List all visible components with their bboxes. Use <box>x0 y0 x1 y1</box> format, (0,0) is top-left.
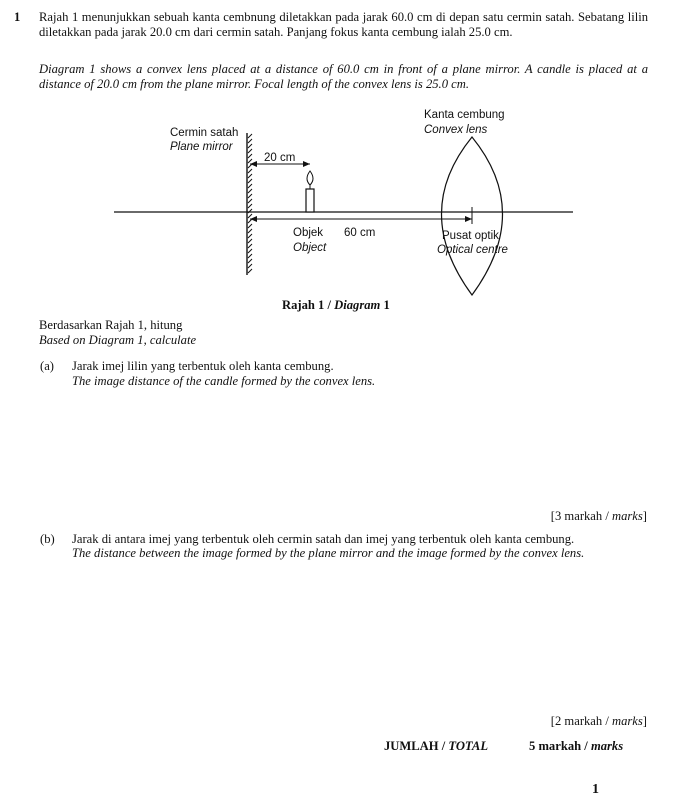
label-object-english: Object <box>293 242 327 254</box>
label-plane-mirror-malay: Cermin satah <box>170 127 239 139</box>
part-a-marks: [3 markah / marks] <box>550 509 647 523</box>
label-plane-mirror-english: Plane mirror <box>170 141 233 153</box>
part-b-question-malay: Jarak di antara imej yang terbentuk oleh cermin satah dan imej yang terbentuk oleh kanta cembung. <box>72 532 575 546</box>
total-marks: 5 markah / marks <box>529 739 624 753</box>
label-object-malay: Objek <box>293 227 324 239</box>
label-60cm: 60 cm <box>344 227 376 239</box>
label-20cm: 20 cm <box>264 152 296 164</box>
candle-flame-icon <box>307 171 313 185</box>
mirror-hatching <box>248 134 252 273</box>
diagram-caption: Rajah 1 / Diagram 1 <box>282 298 390 312</box>
part-a-question-english: The image distance of the candle formed by the convex lens. <box>72 374 376 388</box>
question-intro-english: Diagram 1 shows a convex lens placed at a distance of 60.0 cm in front of a plane mirror. A candle is placed at a distance of 20.0 cm from the plane mirror. Focal length of the convex lens is 25.0 cm. <box>39 62 648 91</box>
instruction-malay: Berdasarkan Rajah 1, hitung <box>39 318 183 332</box>
part-a-question-malay: Jarak imej lilin yang terbentuk oleh kanta cembung. <box>72 359 334 373</box>
lens-mirror-diagram <box>100 105 580 300</box>
label-optical-centre-malay: Pusat optik <box>442 230 499 242</box>
total-label: JUMLAH / TOTAL <box>384 739 489 753</box>
part-b-question-english: The distance between the image formed by the plane mirror and the image formed by the convex lens. <box>72 546 585 560</box>
candle <box>306 189 314 212</box>
label-convex-lens-english: Convex lens <box>424 124 488 136</box>
part-a-label: (a) <box>40 359 54 373</box>
part-b-label: (b) <box>40 532 55 546</box>
question-intro-malay: Rajah 1 menunjukkan sebuah kanta cembnung diletakkan pada jarak 60.0 cm di depan satu cermin satah. Sebatang lilin diletakkan pada jarak 20.0 cm dari cermin satah. Panjang fokus kanta cembung ialah 25.0 cm. <box>39 10 648 39</box>
instruction-english: Based on Diagram 1, calculate <box>39 333 197 347</box>
label-convex-lens-malay: Kanta cembung <box>424 109 505 121</box>
part-b-marks: [2 markah / marks] <box>550 714 647 728</box>
page-number: 1 <box>592 782 599 797</box>
question-number: 1 <box>14 10 21 24</box>
label-optical-centre-english: Optical centre <box>437 244 508 256</box>
